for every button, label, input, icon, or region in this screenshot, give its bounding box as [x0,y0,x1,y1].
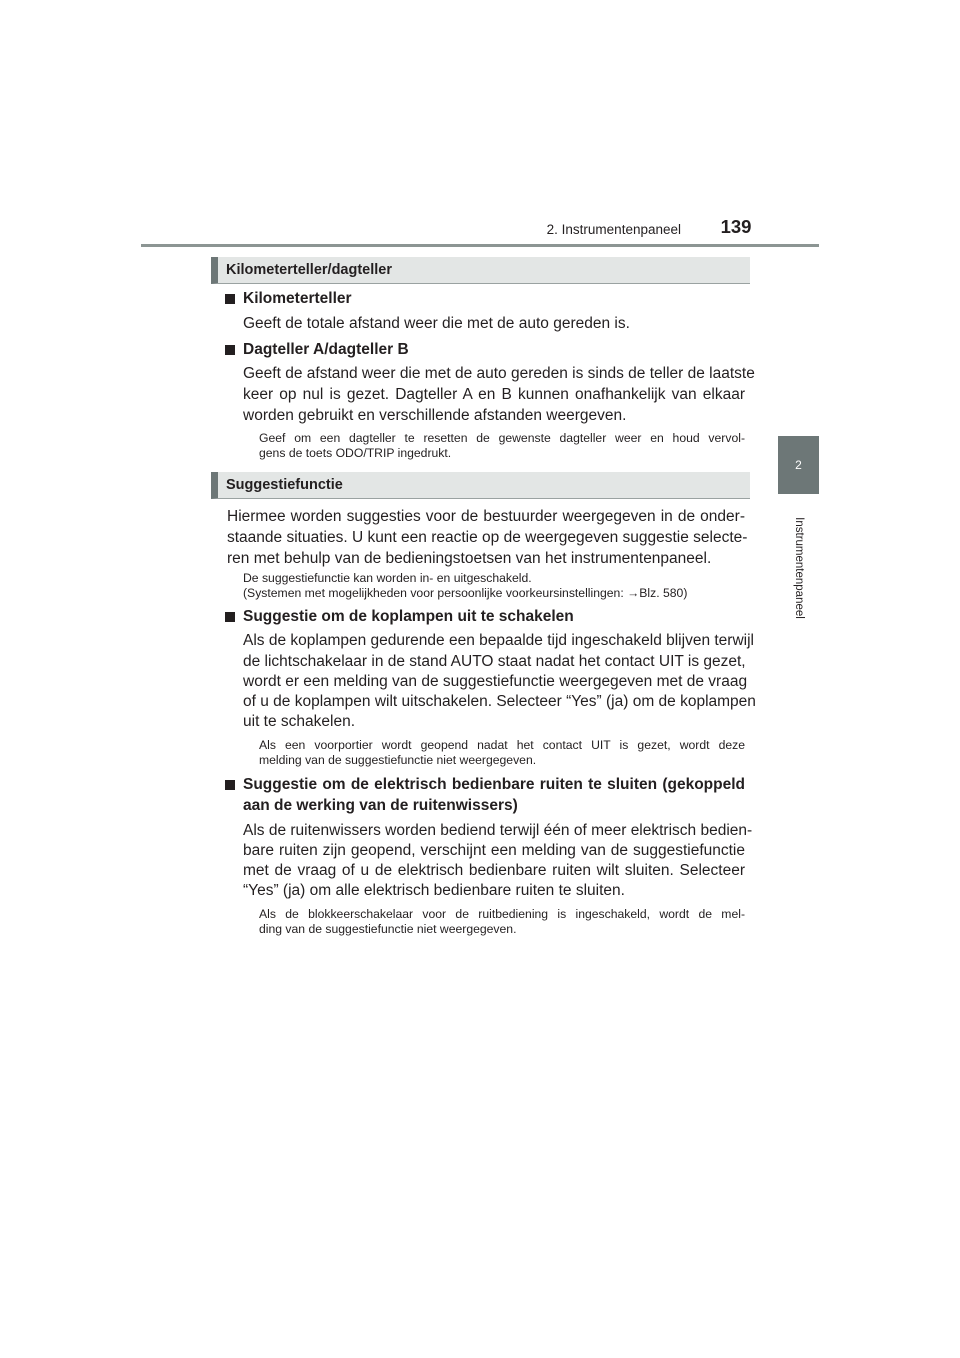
bullet-square-icon [225,780,235,790]
body-line: uit te schakelen. [243,713,356,730]
note-line: (Systemen met mogelijkheden voor persoonlijke voorkeursinstellingen: →Blz. 580) [243,586,688,600]
page-number: 139 [720,216,752,237]
body-line: ren met behulp van de bedieningstoetsen van het instrumentenpaneel. [227,550,712,567]
bullet-square-icon [225,345,235,355]
bullet-square-icon [225,612,235,622]
chapter-tab-label: Instrumentenpaneel [793,517,805,619]
body-line: “Yes” (ja) om alle elektrisch bedienbare ruiten te sluiten. [243,882,625,899]
note-line: ding van de suggestiefunctie niet weergegeven. [259,922,517,936]
note-line: melding van de suggestiefunctie niet weergegeven. [259,753,537,767]
body-line: bare ruiten zijn geopend, verschijnt een melding van de suggestiefunctie [243,842,745,859]
body-line: wordt er een melding van de suggestiefunctie weergegeven met de vraag [243,673,748,690]
body-line: staande situaties. U kunt een reactie op de weergegeven suggestie selecte- [227,529,748,546]
section-heading-suggestiefunctie [211,472,750,499]
body-line: met de vraag of u de elektrisch bedienbare ruiten wilt sluiten. Selecteer [243,862,745,879]
note-line: Als de blokkeerschakelaar voor de ruitbediening is ingeschakeld, wordt de mel- [259,907,745,921]
note-line: De suggestiefunctie kan worden in- en uitgeschakeld. [243,571,532,585]
body-line: of u de koplampen wilt uitschakelen. Selecteer “Yes” (ja) om de koplampen [243,693,756,710]
item-heading: Suggestie om de elektrisch bedienbare ruiten te sluiten (gekoppeld [243,776,745,793]
chapter-title: 2. Instrumentenpaneel [546,222,681,237]
chapter-tab [778,436,819,494]
item-heading: Dagteller A/dagteller B [243,341,409,358]
note-line: Geef om een dagteller te resetten de gewenste dagteller weer en houd vervol- [259,431,745,445]
item-heading: aan de werking van de ruitenwissers) [243,797,518,814]
section-heading-kilometerteller [211,257,750,284]
item-heading: Kilometerteller [243,290,352,307]
body-line: Als de koplampen gedurende een bepaalde tijd ingeschakeld blijven terwijl [243,632,754,649]
body-line: worden gebruikt en verschillende afstanden weergeven. [243,407,627,424]
section-heading-text: Suggestiefunctie [226,477,343,493]
body-line: Hiermee worden suggesties voor de bestuurder weergegeven in de onder- [227,508,745,525]
header-divider [141,244,819,247]
body-line: Als de ruitenwissers worden bediend terwijl één of meer elektrisch bedien- [243,822,753,839]
body-line: Geeft de afstand weer die met de auto gereden is sinds de teller de laatste [243,365,755,382]
bullet-square-icon [225,294,235,304]
item-heading: Suggestie om de koplampen uit te schakelen [243,608,574,625]
section-heading-text: Kilometerteller/dagteller [226,262,392,278]
item-text: Geeft de totale afstand weer die met de auto gereden is. [243,315,630,332]
body-line: de lichtschakelaar in de stand AUTO staat nadat het contact UIT is gezet, [243,653,746,670]
body-line: keer op nul is gezet. Dagteller A en B kunnen onafhankelijk van elkaar [243,386,745,403]
note-line: Als een voorportier wordt geopend nadat het contact UIT is gezet, wordt deze [259,738,745,752]
chapter-tab-number: 2 [795,458,802,472]
note-line: gens de toets ODO/TRIP ingedrukt. [259,446,452,460]
